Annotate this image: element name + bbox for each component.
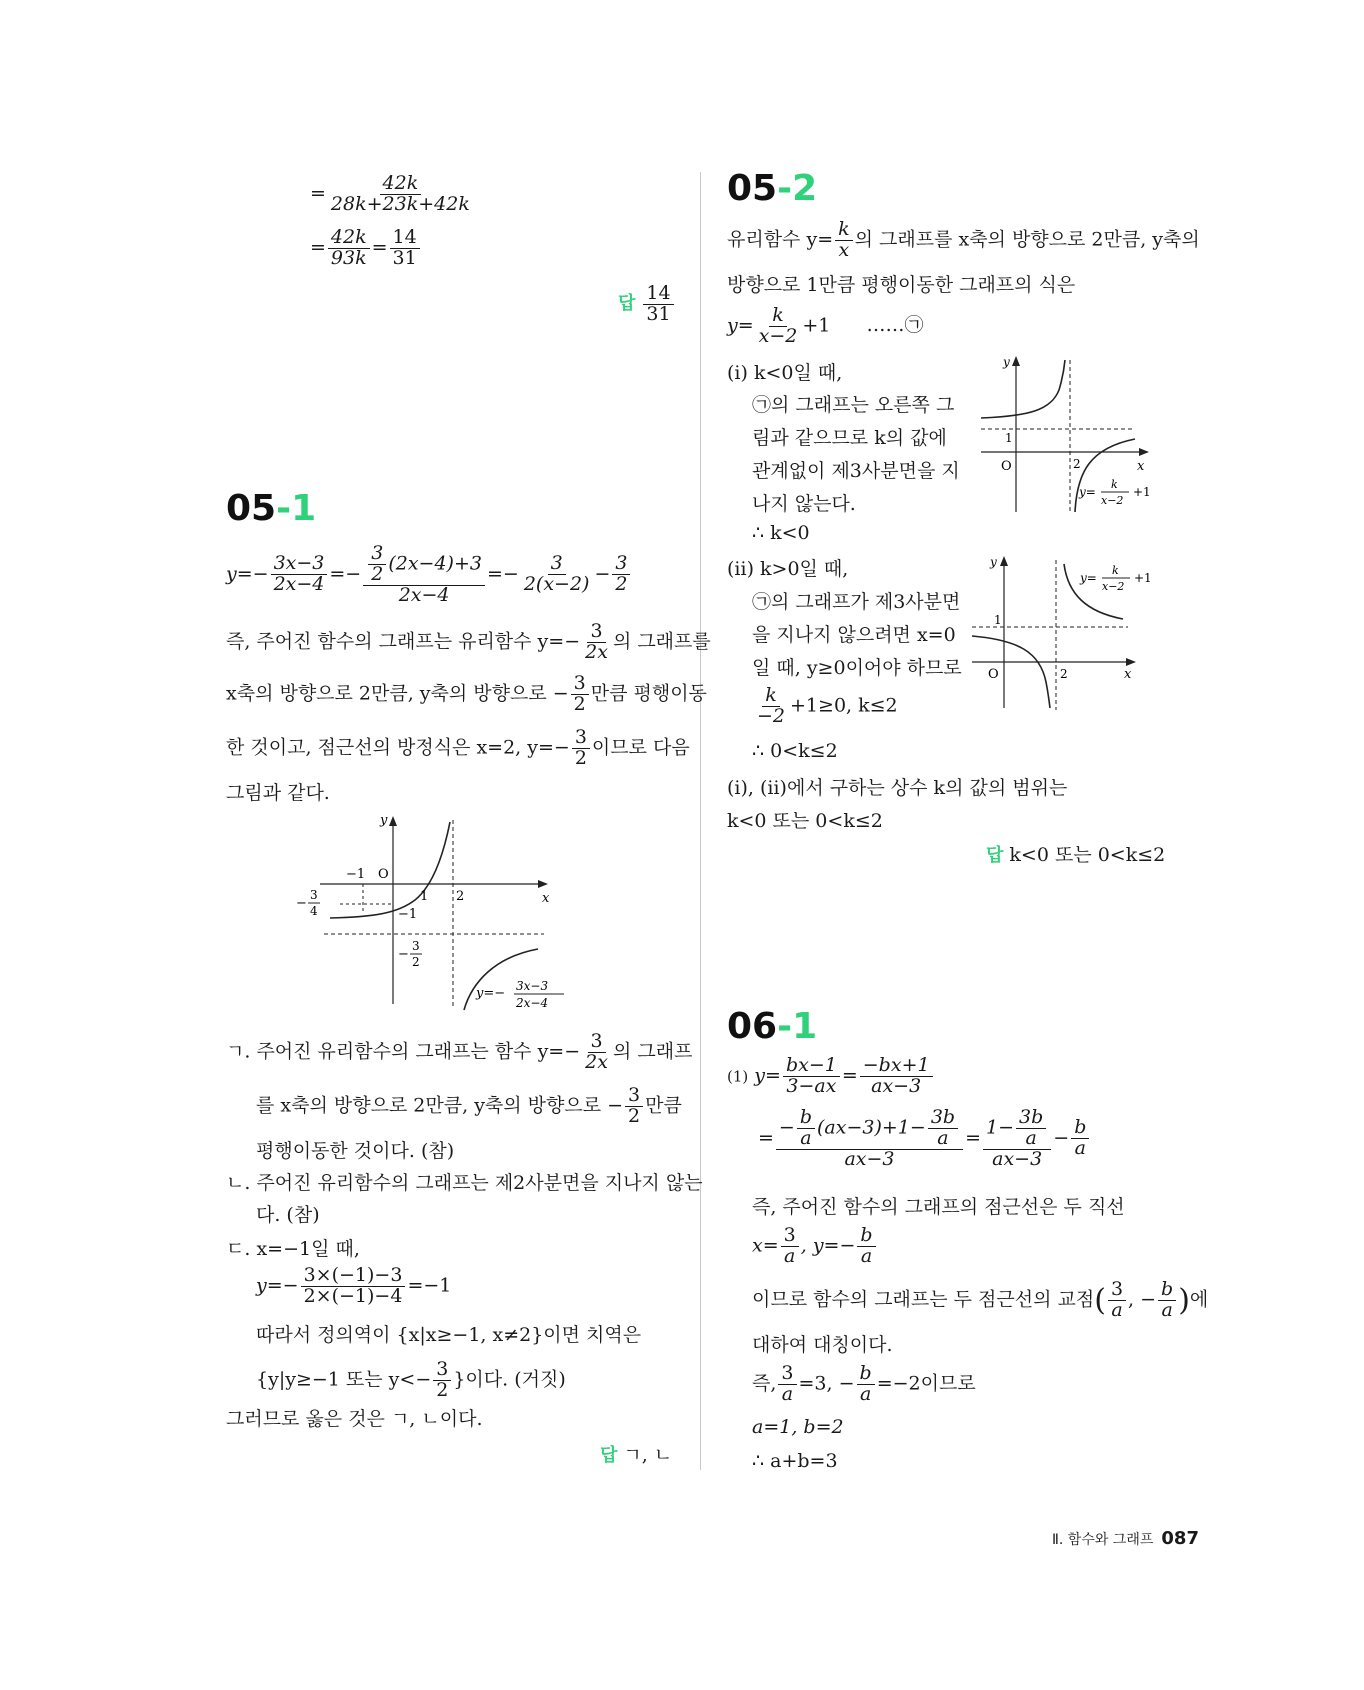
fraction: $\frac{3}{2}$ (2x−4)+3 2x−4 [363, 544, 485, 606]
graph-05-2-case-1 [975, 352, 1175, 520]
fraction: $\frac{42k}{93k}$ [328, 228, 370, 269]
fraction: $\frac{3}{2}$ [625, 1086, 643, 1127]
curve-label: 2x−4 [516, 996, 549, 1010]
curve-label: k [1112, 564, 1119, 577]
section-title-06-1: 06-1 [727, 1006, 818, 1047]
curve-label: k [1111, 478, 1118, 491]
fraction: $\frac{bx-1}{3-ax}$ [783, 1056, 840, 1097]
x-label: x [1137, 459, 1145, 474]
curve-left-branch [981, 360, 1065, 418]
conclusion: 그러므로 옳은 것은 ㄱ, ㄴ이다. [226, 1408, 483, 1430]
fraction: $\frac{3}{a}$ [778, 1364, 796, 1405]
x-label: x [542, 891, 550, 906]
tick-label: − [296, 896, 307, 911]
case-2-conclusion: ∴ 0<k≤2 [752, 740, 838, 762]
tick-label: 2 [456, 889, 465, 904]
tick-label: 2 [1073, 457, 1081, 471]
tick-label: 3 [310, 888, 318, 902]
curve-label: x−2 [1101, 494, 1124, 507]
curve-label: y=− [476, 986, 506, 1001]
list-item-1-cont: 평행이동한 것이다. (참) [256, 1140, 455, 1162]
y-label: y [380, 813, 388, 828]
paragraph-line: 대하여 대칭이다. [752, 1334, 893, 1356]
fraction: $\frac{b}{a}$ [1158, 1280, 1176, 1321]
paragraph-line: x축의 방향으로 2만큼, y축의 방향으로 − $\frac{3}{2}$ 만큼 평행이동 [226, 672, 707, 715]
case-1-line: 관계없이 제3사분면을 지 [752, 460, 960, 482]
tick-label: − [398, 947, 409, 962]
fraction: $\frac{3}{2}$ [368, 544, 386, 585]
list-item-2-cont: 다. (참) [256, 1204, 320, 1226]
case-1-conclusion: ∴ k<0 [752, 522, 810, 544]
tick-label: 4 [310, 904, 318, 918]
fraction: $\frac{-bx+1}{ax-3}$ [860, 1056, 933, 1097]
case-2-line: ㉠의 그래프가 제3사분면 [752, 591, 961, 613]
x-axis-arrow [538, 880, 548, 888]
y-axis-arrow [1012, 356, 1020, 366]
page-number: 087 [1161, 1528, 1199, 1549]
tick-label: 1 [420, 889, 429, 904]
case-1-heading: (ⅰ) k<0일 때, [727, 362, 843, 384]
graph-05-1 [280, 812, 600, 1012]
top-math-line1: = $\frac{42k}{28k+23k+42k}$ [310, 174, 475, 215]
fraction: $\frac{k}{-2}$ [757, 684, 786, 727]
fraction: − $\frac{b}{a}$ (ax−3)+1− $\frac{3b}{a}$ ax−3 [776, 1108, 963, 1170]
top-answer: 답 $\frac{14}{31}$ [618, 284, 676, 325]
chapter-label: Ⅱ. 함수와 그래프 [1052, 1532, 1154, 1548]
tick-label: −1 [398, 907, 418, 922]
x-label: x [1124, 667, 1132, 682]
curve-label: 3x−3 [516, 979, 549, 993]
fraction: $\frac{k}{x-2}$ [758, 304, 798, 347]
tick-label: 1 [1005, 431, 1013, 445]
x-axis-arrow [1126, 658, 1136, 666]
graph-05-2-case-2 [968, 552, 1168, 712]
summary-line: (ⅰ), (ⅱ)에서 구하는 상수 k의 값의 범위는 [727, 777, 1068, 799]
fraction: $\frac{3}{a}$ [781, 1226, 799, 1267]
case-2-line: 을 지나지 않으려면 x=0 [752, 624, 956, 646]
paragraph-line: 즉, 주어진 함수의 그래프는 유리함수 y=− $\frac{3}{2x}$ 의 그래프를 [226, 620, 711, 663]
paragraph-line: ∴ a+b=3 [752, 1450, 838, 1472]
fraction: $\frac{b}{a}$ [857, 1364, 875, 1405]
origin-label: O [988, 667, 999, 682]
list-item-1-cont: 를 x축의 방향으로 2만큼, y축의 방향으로 − $\frac{3}{2}$ 만큼 [256, 1084, 682, 1127]
paragraph-line: x= $\frac{3}{a}$ , y=− $\frac{b}{a}$ [752, 1226, 878, 1267]
tick-label: 1 [994, 613, 1002, 627]
y-axis-arrow [1000, 556, 1008, 566]
equation-05-1: y=− $\frac{3x-3}{2x-4}$ =− $\frac{3}{2}$ (2x−4)+3 2x−4 =− $\frac{3}{2(x-2)}$ − $\frac{3}{2}$ [226, 544, 632, 606]
curve-label: +1 [1134, 571, 1152, 585]
fraction: $\frac{3\times(-1)-3}{2\times(-1)-4}$ [301, 1266, 406, 1307]
section-title-05-1: 05-1 [226, 488, 317, 529]
fraction: $\frac{3}{2(x-2)}$ [523, 552, 590, 596]
paragraph-line: a=1, b=2 [752, 1416, 844, 1438]
paragraph-line: 즉, 주어진 함수의 그래프의 점근선은 두 직선 [752, 1196, 1125, 1218]
fraction: $\frac{3b}{a}$ [928, 1108, 958, 1149]
x-axis-arrow [1139, 448, 1149, 456]
top-math-line2: = $\frac{42k}{93k}$ = $\frac{14}{31}$ [310, 228, 422, 269]
fraction: 1− $\frac{3b}{a}$ ax−3 [983, 1108, 1051, 1170]
case-1-line: ㉠의 그래프는 오른쪽 그 [752, 394, 955, 416]
case-2-heading: (ⅱ) k>0일 때, [727, 558, 849, 580]
fraction: $\frac{k}{x}$ [835, 220, 853, 261]
fraction: $\frac{3}{2}$ [433, 1360, 451, 1401]
equation-06-1-line2: = − $\frac{b}{a}$ (ax−3)+1− $\frac{3b}{a}$ ax−3 = 1− $\frac{3b}{a}$ ax−3 − $\frac{b}{a}$ [758, 1108, 1091, 1170]
tick-label: 2 [1060, 667, 1068, 681]
tick-label: 2 [412, 955, 420, 969]
fraction: $\frac{3}{a}$ [1108, 1280, 1126, 1321]
fraction: $\frac{14}{31}$ [643, 284, 673, 325]
paragraph-line: 한 것이고, 점근선의 방정식은 x=2, y=− $\frac{3}{2}$ 이므로 다음 [226, 726, 690, 769]
origin-label: O [1001, 459, 1012, 474]
fraction: $\frac{3b}{a}$ [1016, 1108, 1046, 1149]
curve-label: y= [1079, 485, 1096, 499]
list-item-2: ㄴ. 주어진 유리함수의 그래프는 제2사분면을 지나지 않는 [226, 1172, 703, 1194]
y-label: y [990, 555, 997, 569]
paragraph-line: 즉, $\frac{3}{a}$ =3, − $\frac{b}{a}$ =−2이므로 [752, 1362, 976, 1405]
origin-label: O [378, 867, 389, 882]
y-axis-arrow [389, 816, 397, 826]
fraction: $\frac{3x-3}{2x-4}$ [271, 554, 328, 595]
fraction: $\frac{3}{2}$ [612, 554, 630, 595]
list-item-3-cont: {y|y≥−1 또는 y<− $\frac{3}{2}$ }이다. (거짓) [256, 1358, 566, 1401]
list-item-1: ㄱ. 주어진 유리함수의 그래프는 함수 y=− $\frac{3}{2x}$ 의 그래프 [226, 1030, 693, 1073]
column-divider [700, 172, 701, 1470]
case-1-line: 림과 같으므로 k의 값에 [752, 427, 947, 449]
equation-05-2: y= $\frac{k}{x-2}$ +1 ……㉠ [727, 304, 924, 347]
tick-label: −1 [346, 867, 366, 882]
fraction: $\frac{b}{a}$ [1071, 1118, 1089, 1159]
answer-05-1: 답 ㄱ, ㄴ [600, 1444, 673, 1466]
case-1-line: 나지 않는다. [752, 493, 856, 515]
case-2-eq: $\frac{k}{-2}$ +1≥0, k≤2 [752, 686, 898, 727]
paragraph-line: 이므로 함수의 그래프는 두 점근선의 교점( $\frac{3}{a}$ , − $\frac{b}{a}$ )에 [752, 1278, 1209, 1321]
fraction: $\frac{3}{2x}$ [585, 1030, 608, 1073]
paragraph-line: 그림과 같다. [226, 782, 330, 804]
paragraph-line: 유리함수 y= $\frac{k}{x}$ 의 그래프를 x축의 방향으로 2만큼, y축의 [727, 218, 1200, 261]
list-item-3: ㄷ. x=−1일 때, [226, 1238, 360, 1260]
fraction: $\frac{b}{a}$ [857, 1226, 875, 1267]
answer-05-2: 답 k<0 또는 0<k≤2 [986, 844, 1166, 866]
fraction: $\frac{3}{2}$ [571, 674, 589, 715]
equation-06-1-line1: (1) y= $\frac{bx-1}{3-ax}$ = $\frac{-bx+1}{ax-3}$ [727, 1056, 935, 1097]
section-title-05-2: 05-2 [727, 168, 818, 209]
fraction: $\frac{3}{2}$ [572, 728, 590, 769]
curve-label: y= [1080, 571, 1097, 585]
summary-line: k<0 또는 0<k≤2 [727, 810, 883, 832]
paragraph-line: 방향으로 1만큼 평행이동한 그래프의 식은 [727, 274, 1076, 296]
list-item-3-eq: y=− $\frac{3\times(-1)-3}{2\times(-1)-4}$ =−1 [256, 1264, 452, 1307]
y-label: y [1003, 355, 1010, 369]
fraction: $\frac{14}{31}$ [390, 228, 420, 269]
fraction: $\frac{42k}{28k+23k+42k}$ [330, 172, 470, 215]
curve-left-branch [972, 636, 1050, 708]
tick-label: 3 [412, 939, 420, 953]
case-2-line: 일 때, y≥0이어야 하므로 [752, 657, 962, 679]
page-footer [1052, 1528, 1199, 1549]
curve-label: +1 [1133, 485, 1151, 499]
fraction: $\frac{b}{a}$ [797, 1108, 815, 1149]
list-item-3-cont: 따라서 정의역이 {x|x≥−1, x≠2}이면 치역은 [256, 1324, 642, 1346]
fraction: $\frac{3}{2x}$ [585, 620, 608, 663]
curve-label: x−2 [1102, 580, 1125, 593]
